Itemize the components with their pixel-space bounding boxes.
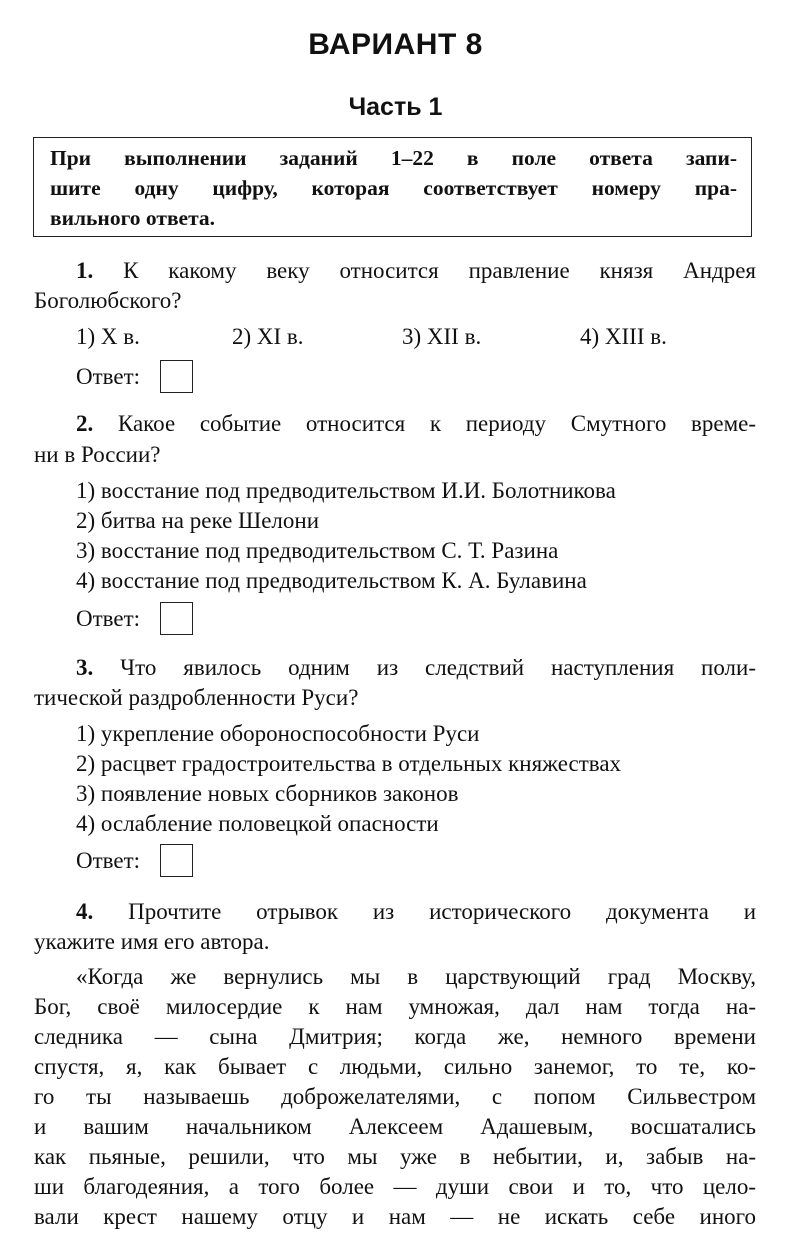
document-quote-line: спустя, я, как бывает с людьми, сильно занемог, то те, ко- — [34, 1054, 756, 1079]
q3-option-3: 3) появление новых сборников законов — [76, 781, 459, 806]
q2-option-4: 4) восстание под предводительством К. А. Булавина — [76, 568, 587, 593]
document-quote-line: Бог, своё милосердие к нам умножая, дал нам тогда на- — [34, 994, 756, 1019]
instruction-box — [33, 137, 752, 237]
instruction-line: вильного ответа. — [50, 206, 216, 230]
document-quote-line: следника — сына Дмитрия; когда же, немного времени — [34, 1024, 756, 1049]
q1-option-4: 4) XIII в. — [580, 324, 667, 349]
answer-label: Ответ: — [76, 364, 141, 389]
question-number: 4. — [76, 899, 94, 924]
q2-option-2: 2) битва на реке Шелони — [76, 508, 320, 533]
document-quote-line: ши благодеяния, а того более — души свои и то, что цело- — [34, 1174, 756, 1199]
document-quote-line: «Когда же вернулись мы в царствующий град Москву, — [76, 964, 756, 989]
question-3-text: 3. Что явилось одним из следствий наступления поли- — [76, 655, 756, 680]
document-quote-line: как пьяные, решили, что мы уже в небытии, и, забыв на- — [34, 1144, 756, 1169]
document-quote-line: го ты называешь доброжелателями, с попом Сильвестром — [34, 1084, 756, 1109]
question-4-text: 4. Прочтите отрывок из исторического документа и — [76, 899, 757, 924]
page-title: ВАРИАНТ 8 — [308, 28, 483, 61]
question-2-text: 2. Какое событие относится к периоду Смутного време- — [76, 411, 756, 436]
q1-option-2: 2) XI в. — [232, 324, 304, 349]
question-3-text-cont: тической раздробленности Руси? — [34, 685, 359, 710]
q2-option-3: 3) восстание под предводительством С. Т. Разина — [76, 538, 559, 563]
question-4-text-cont: укажите имя его автора. — [34, 929, 270, 954]
q1-option-1: 1) X в. — [76, 324, 140, 349]
question-number: 3. — [76, 655, 94, 680]
part-heading: Часть 1 — [348, 93, 443, 121]
instruction-line: При выполнении заданий 1–22 в поле ответа запи- — [50, 146, 737, 170]
question-2-text-cont: ни в России? — [34, 442, 161, 467]
question-1-text: 1. К какому веку относится правление князя Андрея — [76, 258, 756, 283]
instruction-line: шите одну цифру, которая соответствует номеру пра- — [50, 176, 737, 200]
answer-box-2[interactable] — [160, 602, 193, 635]
q2-option-1: 1) восстание под предводительством И.И. Болотникова — [76, 478, 616, 503]
answer-label: Ответ: — [76, 606, 141, 631]
q1-option-3: 3) XII в. — [402, 324, 482, 349]
q3-option-1: 1) укрепление обороноспособности Руси — [76, 721, 480, 746]
q3-option-4: 4) ослабление половецкой опасности — [76, 811, 439, 836]
answer-label: Ответ: — [76, 848, 141, 873]
document-quote-line: вали крест нашему отцу и нам — не искать себе иного — [34, 1204, 756, 1229]
answer-box-1[interactable] — [160, 360, 193, 393]
question-number: 1. — [76, 258, 94, 283]
question-number: 2. — [76, 411, 94, 436]
answer-box-3[interactable] — [160, 844, 193, 877]
document-quote-line: и вашим начальником Алексеем Адашевым, восшатались — [34, 1114, 756, 1139]
q3-option-2: 2) расцвет градостроительства в отдельных княжествах — [76, 751, 622, 776]
question-1-text-cont: Боголюбского? — [34, 288, 182, 313]
